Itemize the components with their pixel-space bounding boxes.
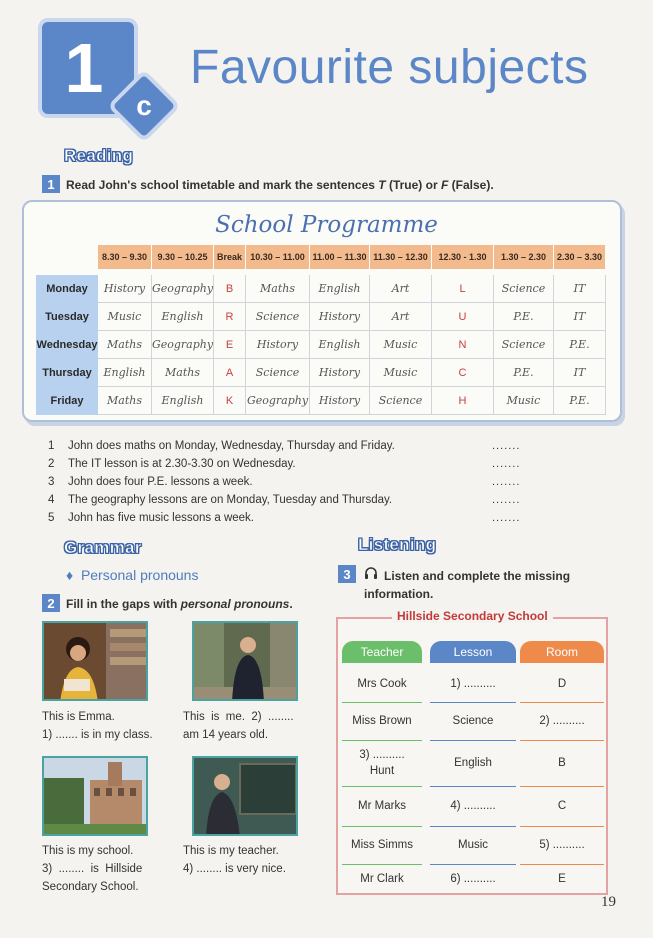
timetable-time-header: 12.30 - 1.30 [432, 245, 493, 269]
listening-cell: Science [452, 715, 494, 727]
exercise-1-number: 1 [42, 175, 60, 193]
answer-blank[interactable]: ....... [492, 440, 521, 452]
answer-blank[interactable]: ....... [492, 458, 521, 470]
listening-cell: D [557, 677, 567, 690]
statement-row [48, 512, 254, 524]
answer-blank[interactable]: ....... [492, 512, 521, 524]
school-name: Hillside Secondary School [392, 609, 553, 623]
timetable-cell: P.E. [554, 331, 606, 359]
instruction-text: Read John's school timetable and mark the sentences [66, 178, 379, 192]
statement-number: 5 [48, 512, 55, 524]
false-letter: F [440, 178, 449, 192]
caption-gap-line: 1) ....... is in my class. [42, 729, 153, 741]
listening-cell: Mr Clark [360, 873, 404, 885]
false-word: (False). [448, 178, 494, 192]
timetable-cell: U [432, 303, 494, 331]
timetable-cell: Maths [98, 331, 152, 359]
timetable-cell: English [152, 387, 214, 415]
timetable-cell: Science [494, 275, 554, 303]
timetable-day-label: Wednesday [36, 331, 98, 359]
listening-header: Lesson [430, 641, 516, 663]
listening-header: Room [520, 641, 604, 663]
listening-cell: Mrs Cook [357, 677, 407, 690]
statement-text: The IT lesson is at 2.30-3.30 on Wednesday. [68, 458, 296, 470]
timetable-cell: K [214, 387, 246, 415]
listening-cell: Mr Marks [358, 800, 406, 812]
listening-cell: C [557, 800, 567, 812]
timetable-cell: IT [554, 359, 606, 387]
statement-text: John does four P.E. lessons a week. [68, 476, 253, 488]
timetable-cell: Geography [152, 331, 214, 359]
timetable-cell: Music [370, 359, 432, 387]
timetable-cell: Music [370, 331, 432, 359]
caption-gap-line: 3) ........ is Hillside [42, 863, 143, 875]
timetable-cell: Maths [98, 387, 152, 415]
timetable-cell: E [214, 331, 246, 359]
timetable-time-header: 11.00 – 11.30 [310, 245, 369, 269]
page-title: Favourite subjects [190, 41, 589, 94]
instruction-emphasis: personal pronouns [180, 597, 290, 611]
timetable-cell: History [246, 331, 310, 359]
statement-number: 2 [48, 458, 55, 470]
timetable-time-header: Break [214, 245, 245, 269]
true-letter: T [378, 178, 386, 192]
listening-cell: Music [457, 839, 489, 851]
timetable-time-header: 11.30 – 12.30 [370, 245, 431, 269]
caption-4 [183, 842, 286, 878]
statement-number: 4 [48, 494, 55, 506]
timetable-cell: Science [370, 387, 432, 415]
statement-row [48, 440, 395, 452]
listening-cell[interactable]: 5) .......... [539, 839, 585, 851]
timetable-cell: L [432, 275, 494, 303]
caption-line: Secondary School. [42, 881, 139, 893]
timetable-cell: IT [554, 303, 606, 331]
listening-cell[interactable]: 1) .......... [450, 677, 496, 690]
timetable-cell: Science [494, 331, 554, 359]
timetable-cell: Art [370, 303, 432, 331]
timetable-cell: Geography [152, 275, 214, 303]
timetable-cell: History [310, 303, 370, 331]
timetable-time-header: 2.30 – 3.30 [554, 245, 605, 269]
listening-cell: E [558, 873, 566, 885]
exercise-3-number: 3 [338, 565, 356, 583]
timetable-day-label: Monday [36, 275, 98, 303]
timetable-cell: English [98, 359, 152, 387]
listening-cell: B [558, 757, 566, 769]
timetable-cell: P.E. [494, 359, 554, 387]
exercise-2-instruction [66, 597, 293, 611]
statement-row [48, 476, 253, 488]
caption-line: This is my teacher. [183, 845, 279, 857]
timetable-cell: Science [246, 359, 310, 387]
statement-text: John does maths on Monday, Wednesday, Thursday and Friday. [68, 440, 395, 452]
page-number: 19 [601, 894, 616, 910]
exercise-3-instruction [364, 567, 571, 603]
timetable-cell: Music [494, 387, 554, 415]
caption-2 [183, 708, 294, 744]
listening-cell[interactable]: 2) .......... [539, 715, 585, 727]
instruction-end: . [289, 597, 293, 611]
timetable-cell: H [432, 387, 494, 415]
instruction-line: information. [364, 587, 434, 601]
answer-blank[interactable]: ....... [492, 476, 521, 488]
statement-text: John has five music lessons a week. [68, 512, 255, 524]
photo-teacher [192, 756, 298, 836]
timetable-cell: Art [370, 275, 432, 303]
timetable-cell: Geography [246, 387, 310, 415]
timetable-time-header: 1.30 – 2.30 [494, 245, 553, 269]
photo-john [192, 621, 298, 701]
timetable-cell: History [98, 275, 152, 303]
caption-line: This is Emma. [42, 711, 115, 723]
statement-row [48, 494, 392, 506]
diamond-bullet-icon: ♦ [66, 567, 74, 583]
caption-gap-line: 4) ........ is very nice. [183, 863, 286, 875]
timetable-cell: P.E. [554, 387, 606, 415]
timetable-cell: Music [98, 303, 152, 331]
instruction-line: Listen and complete the missing [384, 569, 571, 583]
statement-number: 1 [48, 440, 55, 452]
instruction-text: Fill in the gaps with [66, 597, 181, 611]
timetable-title: School Programme [215, 212, 438, 238]
photo-school [42, 756, 148, 836]
caption-line: am 14 years old. [183, 729, 269, 741]
timetable-cell: History [310, 387, 370, 415]
listening-cell[interactable]: 4) .......... [450, 800, 496, 812]
listening-cell: Miss Simms [351, 839, 413, 851]
grammar-heading: Grammar [64, 538, 142, 557]
timetable-cell: IT [554, 275, 606, 303]
timetable-cell: R [214, 303, 246, 331]
caption-line: This is my school. [42, 845, 134, 857]
true-word: (True) or [385, 178, 441, 192]
timetable-cell: Maths [246, 275, 310, 303]
unit-letter: c [136, 90, 152, 121]
timetable-day-label: Thursday [36, 359, 98, 387]
statement-number: 3 [48, 476, 55, 488]
timetable-cell: A [214, 359, 246, 387]
caption-gap-line: This is me. 2) ........ [183, 711, 294, 723]
listening-heading: Listening [358, 535, 437, 554]
listening-header: Teacher [342, 641, 422, 663]
listening-cell[interactable]: 6) .......... [450, 873, 496, 885]
listening-cell: Miss Brown [352, 715, 412, 727]
timetable-cell: B [214, 275, 246, 303]
timetable-cell: Science [246, 303, 310, 331]
timetable-day-label: Friday [36, 387, 98, 415]
timetable-day-label: Tuesday [36, 303, 98, 331]
reading-heading: Reading [64, 146, 134, 165]
timetable-time-header: 8.30 – 9.30 [98, 245, 151, 269]
unit-number: 1 [64, 29, 104, 107]
timetable-cell: English [152, 303, 214, 331]
listening-cell: English [454, 757, 492, 769]
timetable-time-header: 10.30 – 11.00 [246, 245, 309, 269]
exercise-1-instruction [66, 178, 494, 192]
photo-emma [42, 621, 148, 701]
grammar-topic [66, 567, 198, 583]
headphones-icon [364, 566, 378, 585]
timetable-cell: English [310, 331, 370, 359]
timetable-cell: History [310, 359, 370, 387]
statement-row [48, 458, 296, 470]
statement-text: The geography lessons are on Monday, Tuesday and Thursday. [68, 494, 393, 506]
exercise-2-number: 2 [42, 594, 60, 612]
timetable-cell: P.E. [494, 303, 554, 331]
caption-3 [42, 842, 142, 896]
answer-blank[interactable]: ....... [492, 494, 521, 506]
timetable-cell: C [432, 359, 494, 387]
timetable-time-header: 9.30 – 10.25 [152, 245, 213, 269]
caption-1 [42, 708, 153, 744]
timetable-cell: N [432, 331, 494, 359]
timetable-cell: Maths [152, 359, 214, 387]
timetable-cell: English [310, 275, 370, 303]
grammar-topic-label: Personal pronouns [80, 567, 199, 583]
listening-cell[interactable]: 3) .......... Hunt [359, 749, 405, 777]
